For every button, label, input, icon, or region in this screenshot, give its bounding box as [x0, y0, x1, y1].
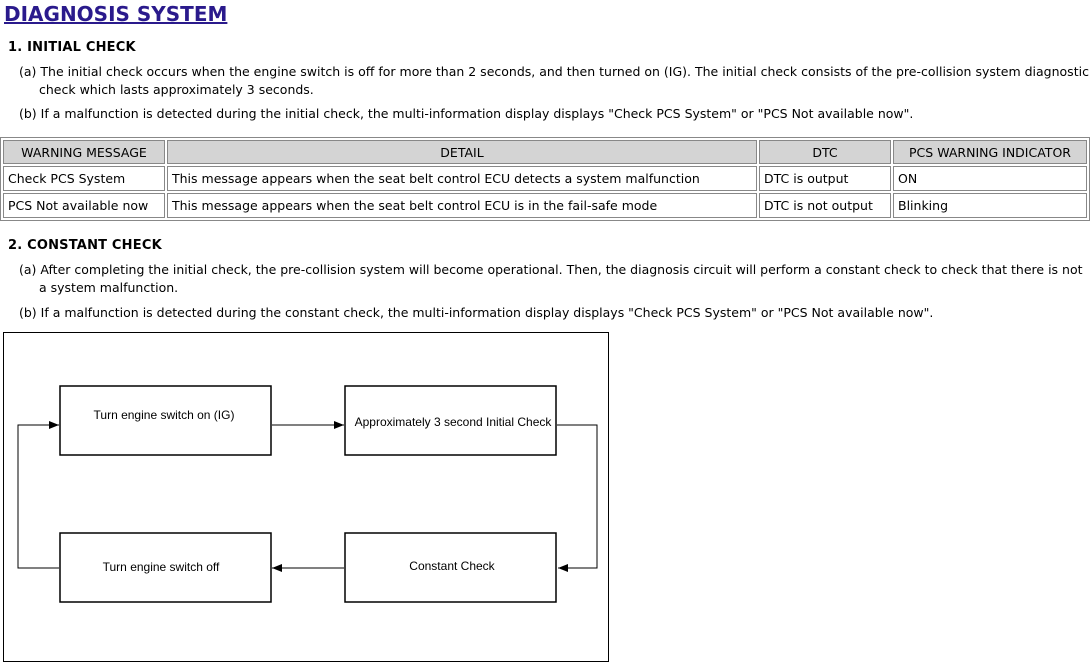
col-header-warning-message: WARNING MESSAGE	[3, 140, 165, 164]
page-title[interactable]: DIAGNOSIS SYSTEM	[4, 2, 228, 26]
cell-pcs-indicator: Blinking	[893, 193, 1087, 218]
section1-heading: 1. INITIAL CHECK	[8, 40, 136, 55]
label-engine-on: Turn engine switch on (IG)	[93, 408, 235, 422]
label-constant-check: Constant Check	[409, 559, 495, 573]
section2-para-b: (b) If a malfunction is detected during the constant check, the multi-information display displays "Check PCS System" or "PCS Not available now".	[19, 305, 934, 320]
section1-para-a: (a) The initial check occurs when the engine switch is off for more than 2 seconds, and then turned on (IG). The initial check consists of the pre-collision system diagnostic check which lasts approximately 3 seconds.	[19, 64, 1089, 97]
col-header-detail: DETAIL	[167, 140, 757, 164]
constant-check-flow-diagram	[3, 332, 609, 662]
arrow-off-to-on	[18, 425, 59, 568]
label-initial-check: Approximately 3 second Initial Check	[354, 415, 552, 429]
section2-para-a: (a) After completing the initial check, the pre-collision system will become operational. Then, the diagnosis circuit will perform a constant check to check that there is not a system malfunction.	[19, 262, 1083, 295]
cell-warning-message: Check PCS System	[3, 166, 165, 191]
cell-pcs-indicator: ON	[893, 166, 1087, 191]
col-header-pcs-warning-indicator: PCS WARNING INDICATOR	[893, 140, 1087, 164]
cell-warning-message: PCS Not available now	[3, 193, 165, 218]
table-header-row	[3, 140, 1087, 164]
col-header-dtc: DTC	[759, 140, 891, 164]
section2-heading: 2. CONSTANT CHECK	[8, 238, 162, 253]
arrow-initial-to-constant	[557, 425, 597, 568]
warning-table	[0, 137, 1090, 221]
cell-dtc: DTC is not output	[759, 193, 891, 218]
cell-detail: This message appears when the seat belt control ECU detects a system malfunction	[167, 166, 757, 191]
table-row	[3, 166, 1087, 191]
label-engine-off: Turn engine switch off	[102, 560, 220, 574]
cell-dtc: DTC is output	[759, 166, 891, 191]
table-row	[3, 193, 1087, 218]
cell-detail: This message appears when the seat belt control ECU is in the fail-safe mode	[167, 193, 757, 218]
section1-para-b: (b) If a malfunction is detected during the initial check, the multi-information display displays "Check PCS System" or "PCS Not available now".	[19, 106, 914, 121]
